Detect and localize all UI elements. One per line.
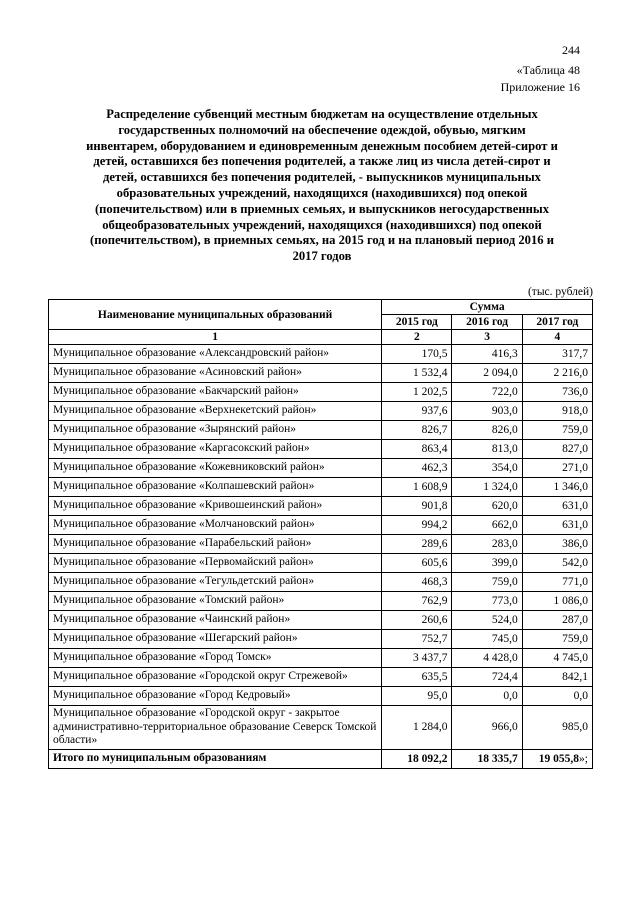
value-2017: 827,0 (522, 440, 592, 459)
value-2016: 354,0 (452, 459, 522, 478)
closing-quote-mark: »; (579, 752, 588, 765)
table-row (49, 554, 593, 573)
municipality-name: Муниципальное образование «Кривошеинский район» (49, 497, 382, 516)
document-title: Распределение субвенций местным бюджетам на осуществление отдельных государственных полномочий на обеспечение одеждой, обувью, мягким инвентарем, оборудованием и единовременным денежным пособием детей-сирот и детей, оставшихся без попечения родителей, а также лиц из числа детей-сирот и детей, оставшихся без попечения родителей, - выпускников муниципальных образовательных учреждений, находящихся (находившихся) под опекой (попечительством) или в приемных семьях, и выпускников негосударственных общеобразовательных учреждений, находящихся (находившихся) под опекой (попечительством), в приемных семьях, на 2015 год и на плановый период 2016 и 2017 годов (86, 107, 558, 264)
value-2016: 524,0 (452, 611, 522, 630)
table-row (49, 402, 593, 421)
value-2015: 752,7 (382, 630, 452, 649)
table-row (49, 345, 593, 364)
table-row (49, 383, 593, 402)
value-2017: 542,0 (522, 554, 592, 573)
value-2017: 0,0 (522, 687, 592, 706)
value-2015: 994,2 (382, 516, 452, 535)
appendix-number: Приложение 16 (500, 80, 580, 94)
municipality-name: Муниципальное образование «Бакчарский район» (49, 383, 382, 402)
value-2017: 1 346,0 (522, 478, 592, 497)
value-2016: 0,0 (452, 687, 522, 706)
value-2015: 1 284,0 (382, 706, 452, 750)
total-2015: 18 092,2 (382, 749, 452, 768)
value-2016: 724,4 (452, 668, 522, 687)
municipality-name: Муниципальное образование «Городской округ Стрежевой» (49, 668, 382, 687)
total-label: Итого по муниципальным образованиям (49, 749, 382, 768)
municipality-name: Муниципальное образование «Томский район» (49, 592, 382, 611)
value-2017: 1 086,0 (522, 592, 592, 611)
table-row (49, 459, 593, 478)
table-row (49, 516, 593, 535)
value-2016: 759,0 (452, 573, 522, 592)
value-2015: 826,7 (382, 421, 452, 440)
table-row (49, 421, 593, 440)
value-2015: 635,5 (382, 668, 452, 687)
value-2015: 462,3 (382, 459, 452, 478)
table-row (49, 573, 593, 592)
value-2017: 918,0 (522, 402, 592, 421)
value-2015: 762,9 (382, 592, 452, 611)
value-2015: 1 532,4 (382, 364, 452, 383)
municipality-name: Муниципальное образование «Тегульдетский район» (49, 573, 382, 592)
column-number: 4 (522, 330, 592, 345)
municipality-name: Муниципальное образование «Колпашевский район» (49, 478, 382, 497)
table-row (49, 478, 593, 497)
table-row (49, 706, 593, 750)
header-municipality: Наименование муниципальных образований (49, 300, 382, 330)
value-2016: 4 428,0 (452, 649, 522, 668)
value-2016: 773,0 (452, 592, 522, 611)
table-row (49, 440, 593, 459)
table-row (49, 364, 593, 383)
value-2017: 736,0 (522, 383, 592, 402)
value-2015: 468,3 (382, 573, 452, 592)
column-number: 2 (382, 330, 452, 345)
value-2017: 759,0 (522, 421, 592, 440)
value-2016: 662,0 (452, 516, 522, 535)
value-2016: 903,0 (452, 402, 522, 421)
column-number: 3 (452, 330, 522, 345)
municipality-name: Муниципальное образование «Первомайский район» (49, 554, 382, 573)
table-row (49, 592, 593, 611)
value-2015: 3 437,7 (382, 649, 452, 668)
value-2015: 95,0 (382, 687, 452, 706)
municipality-name: Муниципальное образование «Зырянский район» (49, 421, 382, 440)
value-2017: 759,0 (522, 630, 592, 649)
value-2016: 2 094,0 (452, 364, 522, 383)
value-2015: 1 608,9 (382, 478, 452, 497)
value-2015: 170,5 (382, 345, 452, 364)
value-2016: 283,0 (452, 535, 522, 554)
table-row (49, 497, 593, 516)
header-year-2017: 2017 год (522, 315, 592, 330)
municipality-name: Муниципальное образование «Верхнекетский район» (49, 402, 382, 421)
value-2017: 287,0 (522, 611, 592, 630)
total-2016: 18 335,7 (452, 749, 522, 768)
table-row (49, 649, 593, 668)
municipality-name: Муниципальное образование «Асиновский район» (49, 364, 382, 383)
municipality-name: Муниципальное образование «Чаинский район» (49, 611, 382, 630)
value-2017: 271,0 (522, 459, 592, 478)
table-body (49, 345, 593, 769)
value-2017: 771,0 (522, 573, 592, 592)
table-row (49, 687, 593, 706)
total-2017-cell (522, 749, 592, 768)
page-number: 244 (562, 43, 580, 57)
municipality-name: Муниципальное образование «Город Кедровый» (49, 687, 382, 706)
municipality-name: Муниципальное образование «Парабельский район» (49, 535, 382, 554)
municipality-name: Муниципальное образование «Молчановский район» (49, 516, 382, 535)
table-row (49, 535, 593, 554)
value-2015: 1 202,5 (382, 383, 452, 402)
total-2017: 19 055,8 (538, 752, 580, 765)
value-2017: 4 745,0 (522, 649, 592, 668)
value-2015: 901,8 (382, 497, 452, 516)
header-year-2016: 2016 год (452, 315, 522, 330)
municipality-name: Муниципальное образование «Александровский район» (49, 345, 382, 364)
municipality-name: Муниципальное образование «Городской округ - закрытое административно-территориальное образование Северск Томской области» (49, 706, 382, 750)
value-2017: 2 216,0 (522, 364, 592, 383)
column-number: 1 (49, 330, 382, 345)
table-row (49, 668, 593, 687)
value-2015: 260,6 (382, 611, 452, 630)
header-year-2015: 2015 год (382, 315, 452, 330)
value-2015: 605,6 (382, 554, 452, 573)
value-2017: 985,0 (522, 706, 592, 750)
value-2017: 317,7 (522, 345, 592, 364)
table-number: «Таблица 48 (516, 63, 580, 77)
value-2015: 863,4 (382, 440, 452, 459)
value-2017: 631,0 (522, 516, 592, 535)
subvention-table (48, 299, 593, 769)
value-2015: 937,6 (382, 402, 452, 421)
value-2016: 620,0 (452, 497, 522, 516)
value-2016: 966,0 (452, 706, 522, 750)
value-2016: 745,0 (452, 630, 522, 649)
value-2016: 1 324,0 (452, 478, 522, 497)
total-row (49, 749, 593, 768)
municipality-name: Муниципальное образование «Город Томск» (49, 649, 382, 668)
table-row (49, 630, 593, 649)
table-row (49, 611, 593, 630)
units-label: (тыс. рублей) (527, 286, 593, 298)
value-2015: 289,6 (382, 535, 452, 554)
value-2016: 826,0 (452, 421, 522, 440)
value-2017: 842,1 (522, 668, 592, 687)
value-2016: 399,0 (452, 554, 522, 573)
header-sum: Сумма (382, 300, 593, 315)
table-reference (501, 62, 580, 96)
municipality-name: Муниципальное образование «Шегарский район» (49, 630, 382, 649)
municipality-name: Муниципальное образование «Каргасокский район» (49, 440, 382, 459)
value-2017: 386,0 (522, 535, 592, 554)
value-2016: 813,0 (452, 440, 522, 459)
value-2017: 631,0 (522, 497, 592, 516)
municipality-name: Муниципальное образование «Кожевниковский район» (49, 459, 382, 478)
value-2016: 416,3 (452, 345, 522, 364)
value-2016: 722,0 (452, 383, 522, 402)
